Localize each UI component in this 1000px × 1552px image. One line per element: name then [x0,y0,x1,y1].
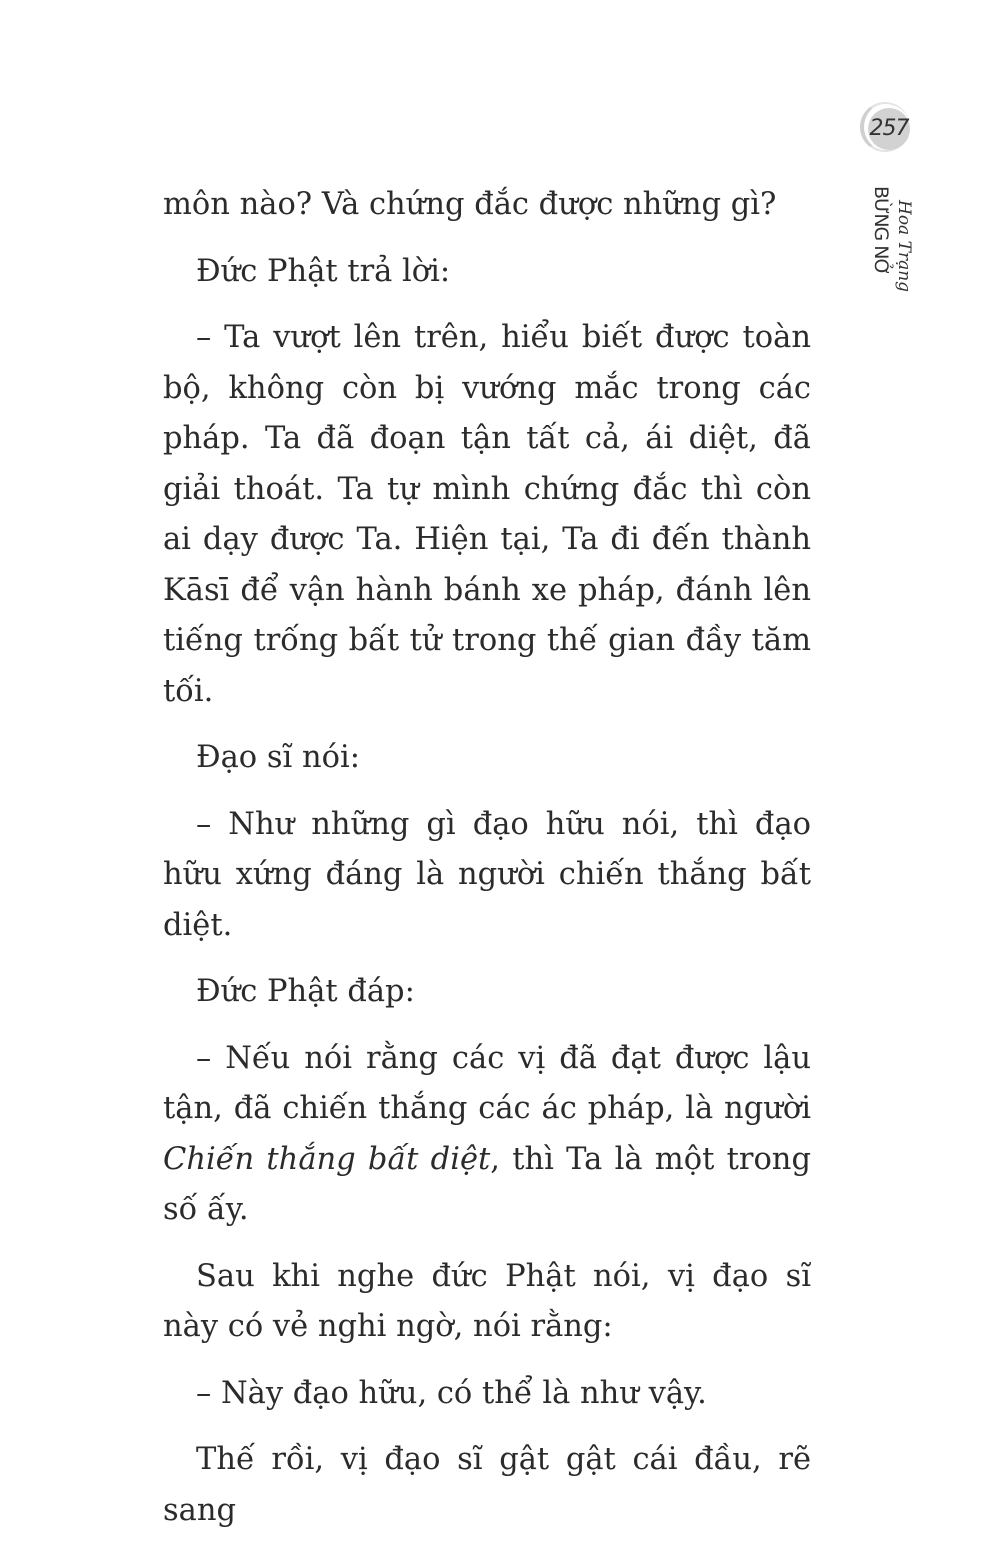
page-number: 257 [869,116,909,141]
paragraph: Đức Phật trả lời: [196,253,451,289]
paragraph: – Như những gì đạo hữu nói, thì đạo hữu xứng đáng là người chiến thắng bất diệt. [163,806,811,943]
running-title [868,182,924,302]
paragraph: Sau khi nghe đức Phật nói, vị đạo sĩ này có vẻ nghi ngờ, nói rằng: [163,1258,811,1344]
paragraph [163,1034,811,1236]
paragraph: – Ta vượt lên trên, hiểu biết được toàn bộ, không còn bị vướng mắc trong các pháp. Ta đã đoạn tận tất cả, ái diệt, đã giải thoát. Ta tự mình chứng đắc thì còn ai dạy được Ta. Hiện tại, Ta đi đến thành Kāsī để vận hành bánh xe pháp, đánh lên tiếng trống bất tử trong thế gian đầy tăm tối. [163,320,811,709]
body-text [163,180,811,1552]
paragraph: Thế rồi, vị đạo sĩ gật gật cái đầu, rẽ sang [163,1442,811,1528]
paragraph: môn nào? Và chứng đắc được những gì? [163,187,777,222]
paragraph: Đạo sĩ nói: [196,740,360,775]
running-title-caps: BỪNG NỞ [870,186,892,275]
paragraph: – Này đạo hữu, có thể là như vậy. [196,1375,707,1411]
paragraph-text: – Nếu nói rằng các vị đã đạt được lậu tận, đã chiến thắng các ác pháp, là người [163,1040,811,1126]
italic-term: Chiến thắng bất diệt [163,1141,491,1177]
page-number-badge [860,102,914,156]
paragraph-text: , thì Ta là một trong số ấy. [163,1141,811,1227]
running-title-script: Hoa Trạng [894,200,914,293]
paragraph: Đức Phật đáp: [196,974,415,1009]
